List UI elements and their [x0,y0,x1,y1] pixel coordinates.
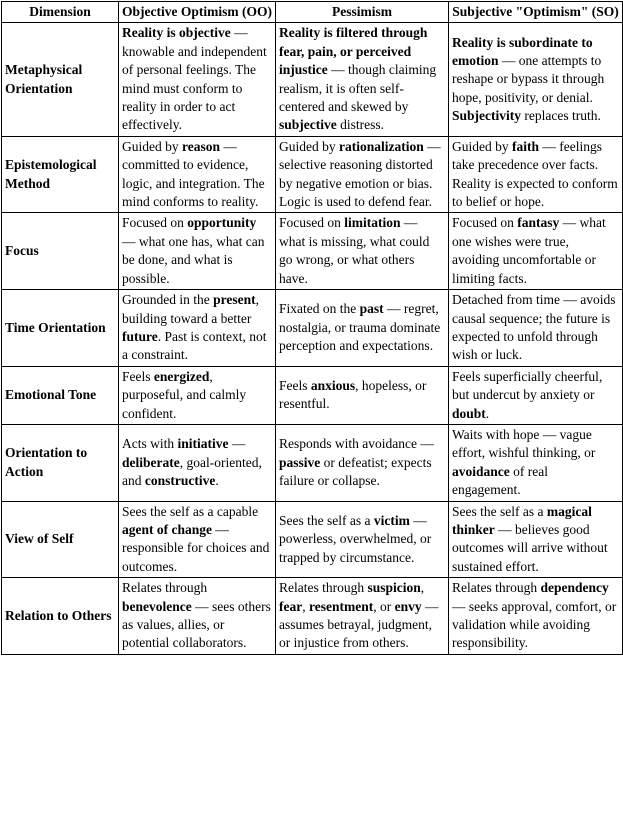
cell-emphasis: suspicion [367,580,421,596]
cell-emphasis: future [122,328,158,344]
dimension-cell: Epistemological Method [2,136,119,213]
cell-text: , hopeless, or resentful. [279,377,427,412]
cell-text: Responds with avoidance — [279,436,434,452]
cell-text: — selective reasoning distorted by negative emotion or bias. Logic is used to defend fear. [279,138,441,210]
dimension-cell: Emotional Tone [2,366,119,424]
header-row [2,2,623,23]
cell-text: Relates through [122,580,208,596]
cell-text: — assumes betrayal, judgment, or injustice from others. [279,598,439,651]
pessimism-cell [276,578,449,655]
subjective-optimism-cell [449,578,623,655]
cell-emphasis: rationalization [339,138,424,154]
cell-emphasis: magical thinker [452,503,592,537]
pessimism-cell [276,424,449,501]
cell-text: Feels superficially cheerful, but undercut by anxiety or [452,368,603,403]
cell-emphasis: anxious [310,377,356,393]
table-body [2,23,623,654]
cell-text: Relates through [279,580,368,596]
cell-text: replaces truth. [521,108,601,124]
cell-text: Feels [122,368,154,384]
cell-emphasis: resentment [308,598,374,614]
pessimism-cell [276,366,449,424]
cell-emphasis: Reality is objective [122,25,231,41]
cell-text: Sees the self as a [279,512,374,528]
cell-text: Feels [279,377,311,393]
cell-emphasis: passive [279,454,321,470]
cell-emphasis: limitation [344,215,401,231]
cell-text: — what is missing, what could go wrong, or what others have. [279,215,430,286]
cell-emphasis: faith [512,138,539,154]
cell-text: — regret, nostalgia, or trauma dominate perception and expectations. [279,301,441,354]
pessimism-cell [276,213,449,290]
cell-text: . [485,405,490,421]
cell-emphasis: Reality is filtered through fear, pain, or perceived injustice [279,25,428,78]
dimension-cell: Time Orientation [2,290,119,367]
cell-emphasis: avoidance [452,463,510,479]
table-row [2,23,623,136]
subjective-optimism-cell [449,136,623,213]
cell-text: — one attempts to reshape or bypass it through hope, positivity, or denial. [452,53,605,105]
subjective-optimism-cell [449,366,623,424]
cell-text: — knowable and independent of personal feelings. The mind must conform to reality in order to act effectively. [122,25,267,133]
cell-text: Acts with [122,436,178,452]
cell-text: Relates through [452,580,541,596]
cell-text: Fixated on the [279,301,360,317]
header-pessimism: Pessimism [276,2,449,23]
cell-emphasis: energized [153,368,210,384]
cell-emphasis: present [213,292,256,308]
cell-emphasis: agent of change [122,521,212,537]
cell-emphasis: Reality is subordinate to emotion [452,34,593,69]
header-dimension: Dimension [2,2,119,23]
cell-text: — responsible for choices and outcomes. [122,521,270,574]
cell-emphasis: constructive [144,472,216,488]
cell-emphasis: dependency [540,580,609,596]
dimension-cell: View of Self [2,501,119,578]
cell-emphasis: fear [279,598,303,614]
cell-emphasis: fantasy [517,215,560,231]
cell-text: Sees the self as a capable [122,503,259,519]
cell-text: , purposeful, and calmly confident. [122,368,247,421]
cell-text: — what one wishes were true, avoiding uncomfortable or limiting facts. [452,215,606,286]
cell-text: — powerless, overwhelmed, or trapped by circumstance. [279,512,432,565]
pessimism-cell [276,290,449,367]
cell-emphasis: opportunity [187,215,257,231]
pessimism-cell [276,136,449,213]
cell-emphasis: victim [373,512,410,528]
table-row [2,578,623,655]
subjective-optimism-cell [449,23,623,136]
cell-emphasis: doubt [452,405,486,421]
objective-optimism-cell [119,424,276,501]
cell-text: — seeks approval, comfort, or validation while avoiding responsibility. [452,598,617,651]
cell-text: Focused on [122,215,188,231]
cell-text: , building toward a better [122,292,259,326]
cell-text: Sees the self as a [452,503,547,519]
cell-text: , goal-oriented, and [122,454,262,488]
subjective-optimism-cell [449,290,623,367]
objective-optimism-cell [119,213,276,290]
cell-text: Detached from time — avoids causal sequence; the future is expected to unfold through wish or luck. [452,292,616,363]
cell-text: Waits with hope — vague effort, wishful thinking, or [452,426,596,461]
table-row [2,213,623,290]
subjective-optimism-cell [449,501,623,578]
table-row [2,136,623,213]
table-row [2,424,623,501]
objective-optimism-cell [119,23,276,136]
header-objective-optimism: Objective Optimism (OO) [119,2,276,23]
cell-text: of real engagement. [452,463,548,498]
objective-optimism-cell [119,136,276,213]
cell-text: , [420,580,425,596]
table-row [2,366,623,424]
cell-text: — believes good outcomes will arrive without sustained effort. [452,521,608,574]
cell-emphasis: reason [182,138,221,154]
cell-emphasis: envy [394,598,422,614]
dimension-cell: Metaphysical Orientation [2,23,119,136]
cell-text: — though claiming realism, it is often self-centered and skewed by [279,62,437,115]
header-subjective-optimism: Subjective "Optimism" (SO) [449,2,623,23]
cell-emphasis: subjective [279,117,337,133]
cell-text: Focused on [279,215,345,231]
dimension-cell: Orientation to Action [2,424,119,501]
objective-optimism-cell [119,366,276,424]
dimension-cell: Focus [2,213,119,290]
cell-text: . Past is context, not a constraint. [122,328,267,363]
cell-text: Grounded in the [122,292,214,308]
cell-text: or defeatist; expects failure or collapse. [279,454,432,488]
pessimism-cell [276,501,449,578]
cell-text: — feelings take precedence over facts. Reality is expected to conform to belief or hope. [452,138,618,210]
cell-text: . [215,472,219,488]
cell-text: distress. [336,117,384,133]
table-row [2,290,623,367]
dimension-cell: Relation to Others [2,578,119,655]
cell-text: Guided by [279,138,339,154]
cell-emphasis: benevolence [122,598,192,614]
cell-text: — sees others as values, allies, or potential collaborators. [122,598,271,651]
subjective-optimism-cell [449,213,623,290]
cell-emphasis: deliberate [122,454,180,470]
cell-text: — what one has, what can be done, and what is possible. [122,233,265,286]
comparison-table [1,1,623,655]
objective-optimism-cell [119,501,276,578]
pessimism-cell [276,23,449,136]
cell-text: , or [373,598,395,614]
cell-text: , [302,598,309,614]
cell-emphasis: past [359,301,384,317]
subjective-optimism-cell [449,424,623,501]
cell-emphasis: Subjectivity [452,108,521,124]
objective-optimism-cell [119,290,276,367]
cell-text: Guided by [122,138,182,154]
cell-emphasis: initiative [177,436,229,452]
cell-text: Guided by [452,138,512,154]
table-row [2,501,623,578]
cell-text: — committed to evidence, logic, and integration. The mind conforms to reality. [122,138,265,210]
cell-text: — [228,436,246,452]
objective-optimism-cell [119,578,276,655]
cell-text: Focused on [452,215,518,231]
